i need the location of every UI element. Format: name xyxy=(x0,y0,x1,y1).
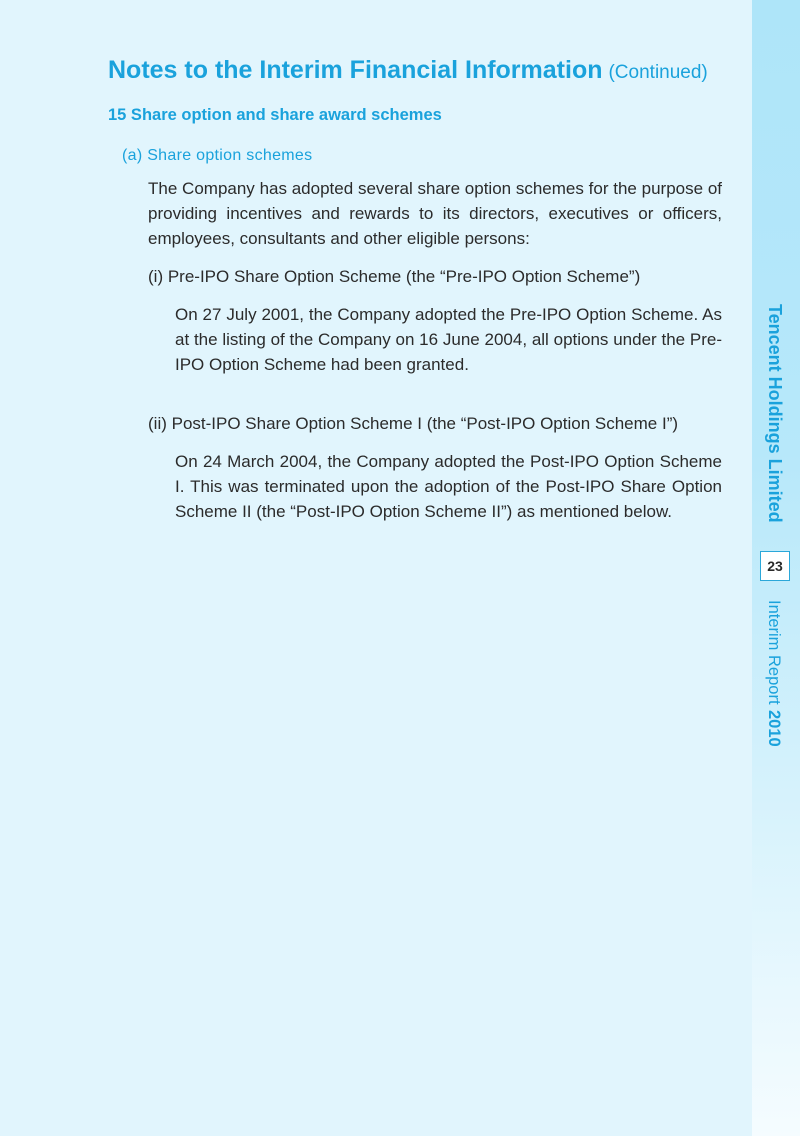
sidebar-company-name: Tencent Holdings Limited xyxy=(765,304,785,523)
intro-paragraph: The Company has adopted several share option schemes for the purpose of providing incentives and rewards to its directors, executives or officers, employees, consultants and other eligible persons: xyxy=(148,179,722,248)
page-title xyxy=(108,56,708,85)
page-number: 23 xyxy=(760,551,790,581)
section-heading: 15 Share option and share award schemes xyxy=(108,106,442,124)
sidebar-report-label xyxy=(764,600,783,746)
item-paragraph-pre-ipo: On 27 July 2001, the Company adopted the Pre-IPO Option Scheme. As at the listing of the Company on 16 June 2004, all options under the Pre-IPO Option Scheme had been granted. xyxy=(175,305,722,374)
report-name: Interim Report xyxy=(765,600,783,705)
report-year: 2010 xyxy=(765,709,783,747)
subsection-heading: (a) Share option schemes xyxy=(122,147,313,164)
item-heading-pre-ipo: (i) Pre-IPO Share Option Scheme (the “Pre-IPO Option Scheme”) xyxy=(148,267,641,286)
title-text: Notes to the Interim Financial Information xyxy=(108,56,603,84)
item-heading-post-ipo-i: (ii) Post-IPO Share Option Scheme I (the “Post-IPO Option Scheme I”) xyxy=(148,414,679,433)
title-continued: (Continued) xyxy=(608,62,708,83)
item-paragraph-post-ipo-i: On 24 March 2004, the Company adopted the Post-IPO Option Scheme I. This was terminated upon the adoption of the Post-IPO Share Option Scheme II (the “Post-IPO Option Scheme II”) as mentioned below. xyxy=(175,452,722,521)
